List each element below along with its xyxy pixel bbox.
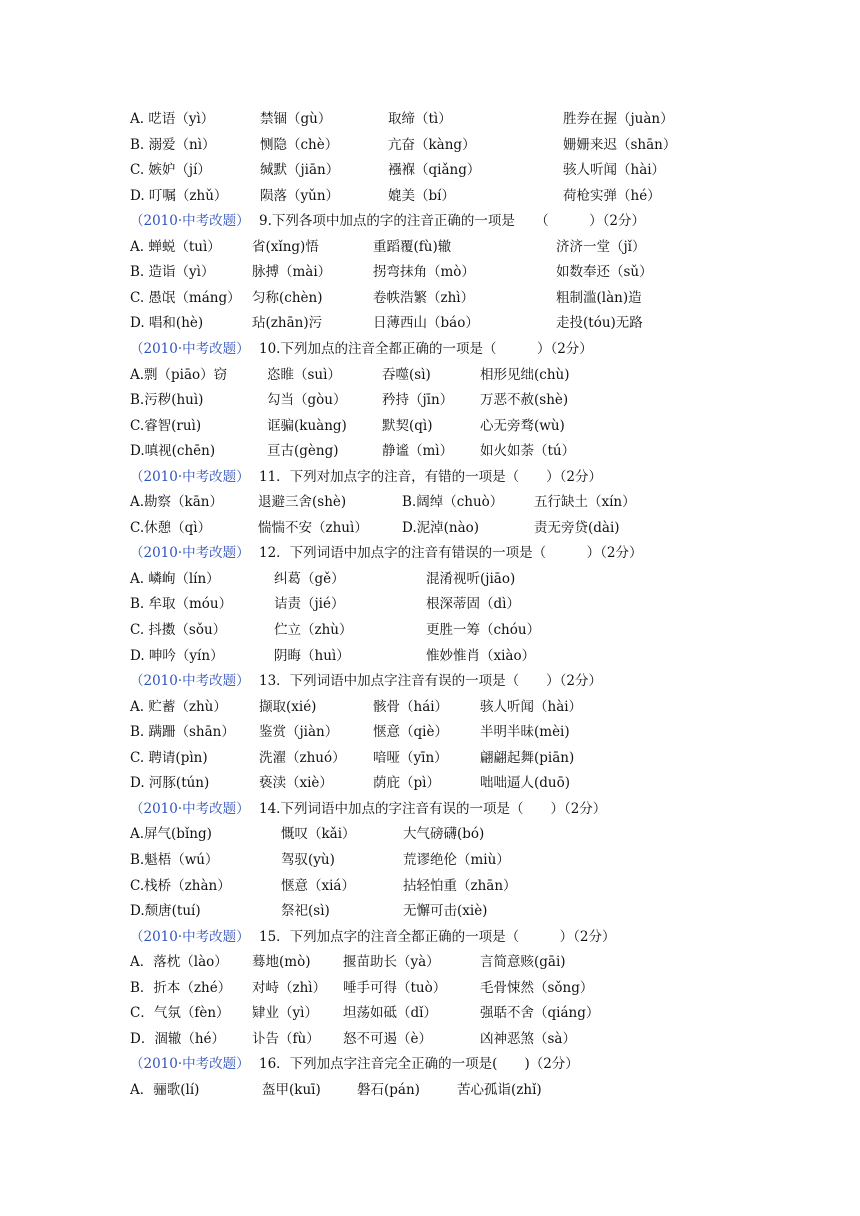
option-cell: 更胜一筹（chóu） [426, 622, 541, 638]
option-cell: 襁褓（qiǎng） [388, 162, 481, 179]
question-text: 14.下列词语中加点的字注音有误的一项是（ ）（2分） [259, 800, 607, 817]
option-cell: 重蹈覆(fù)辙 [373, 238, 452, 255]
option-cell: 拐弯抹角（mò） [373, 264, 475, 281]
option-cell: 大气磅礴(bó) [403, 826, 485, 843]
option-cell: 凶神恶煞（sà） [480, 1030, 576, 1047]
option-cell: A．落枕（lào） [130, 954, 228, 971]
option-cell: 禁锢（gù） [260, 111, 332, 127]
option-cell: 撷取(xié) [259, 698, 317, 715]
option-cell: A. 呓语（yì） [130, 111, 215, 127]
option-cell: B．折本（zhé） [130, 979, 232, 996]
option-row [0, 185, 860, 207]
option-row [0, 823, 860, 845]
option-cell: D．涸辙（hé） [130, 1030, 226, 1047]
option-row [0, 261, 860, 283]
option-cell: 蓦地(mò) [252, 954, 311, 971]
option-cell: 骇人听闻（hài） [563, 162, 666, 179]
option-row [0, 900, 860, 922]
option-cell: 勾当（gòu） [267, 392, 347, 409]
option-cell: 纠葛（gě） [274, 570, 345, 587]
option-cell: 卷帙浩繁（zhì） [373, 289, 475, 306]
option-cell: B.阔绰（chuò） [402, 494, 504, 511]
option-row [0, 593, 860, 615]
option-cell: C. 愚氓（máng） [130, 289, 241, 306]
option-cell: 万恶不赦(shè) [480, 392, 569, 409]
option-cell: 诓骗(kuàng) [267, 417, 347, 434]
option-cell: 荫庇（pì） [373, 775, 440, 792]
option-cell: 诘责（jié） [274, 596, 345, 613]
option-cell: A. 贮蓄（zhù） [130, 698, 227, 715]
option-cell: 拈轻怕重（zhān） [403, 877, 517, 894]
question-text: 11．下列对加点字的注音，有错的一项是（ ）（2分） [259, 468, 603, 485]
option-cell: 如数奉还（sǔ） [556, 264, 653, 281]
option-cell: 毛骨悚然（sǒng） [480, 979, 594, 996]
option-row [0, 568, 860, 590]
option-cell: 缄默（jiān） [260, 162, 340, 179]
option-cell: 怒不可遏（è） [343, 1030, 432, 1047]
option-cell: 咄咄逼人(duō) [480, 775, 570, 792]
source-tag: （2010·中考改题） [130, 468, 250, 485]
option-cell: 如火如荼（tú） [480, 443, 576, 460]
option-cell: C. 聘请(pìn) [130, 749, 208, 766]
option-cell: 胜券在握（juàn） [563, 111, 674, 127]
question-stem [0, 1053, 860, 1075]
option-cell: 默契(qì) [382, 417, 433, 434]
option-row [0, 287, 860, 309]
source-tag: （2010·中考改题） [130, 1056, 250, 1073]
source-tag: （2010·中考改题） [130, 673, 250, 690]
option-cell: 磐石(pán) [357, 1081, 420, 1098]
option-cell: 省(xǐng)悟 [252, 238, 319, 255]
option-cell: 匀称(chèn) [252, 289, 323, 306]
option-cell: 惬意（xiá） [281, 877, 355, 894]
option-cell: 驾驭(yù) [281, 851, 335, 868]
option-cell: 强聒不舍（qiáng） [480, 1005, 600, 1022]
option-cell: A．骊歌(lí) [130, 1081, 200, 1098]
question-stem [0, 542, 860, 564]
option-row [0, 440, 860, 462]
option-cell: 坦荡如砥（dǐ） [343, 1005, 437, 1022]
option-cell: A.勘察（kān） [130, 494, 223, 511]
option-cell: 喑哑（yīn） [373, 749, 448, 766]
option-cell: 鉴赏（jiàn） [259, 724, 339, 741]
option-cell: 亵渎（xiè） [259, 775, 333, 792]
option-cell: 取缔（tì） [388, 111, 452, 127]
source-tag: （2010·中考改题） [130, 213, 250, 230]
source-tag: （2010·中考改题） [130, 800, 250, 817]
option-cell: 讣告（fù） [252, 1030, 320, 1047]
option-row [0, 1002, 860, 1024]
option-row [0, 645, 860, 667]
option-cell: 退避三舍(shè) [258, 494, 347, 511]
option-cell: 阴晦（huì） [274, 647, 350, 664]
option-cell: 混淆视听(jiāo) [426, 570, 516, 587]
option-cell: A.屏气(bǐng) [130, 826, 212, 843]
option-cell: 慨叹（kǎi） [281, 826, 356, 843]
option-cell: D. 河豚(tún) [130, 775, 210, 792]
option-cell: B.污秽(huì) [130, 392, 204, 409]
option-cell: 骸骨（hái） [373, 698, 449, 715]
option-row [0, 389, 860, 411]
option-row [0, 159, 860, 181]
question-text: 9.下列各项中加点的字的注音正确的一项是 （ ）（2分） [259, 213, 645, 230]
option-cell: 恣睢（suì） [267, 366, 341, 383]
option-cell: 祭祀(sì) [281, 903, 330, 920]
option-cell: C.栈桥（zhàn） [130, 877, 231, 894]
option-cell: C．气氛（fèn） [130, 1005, 230, 1022]
option-row [0, 977, 860, 999]
option-cell: 荒谬绝伦（miù） [403, 851, 510, 868]
question-stem [0, 210, 860, 232]
option-cell: 粗制滥(làn)造 [556, 289, 642, 306]
question-stem [0, 798, 860, 820]
option-cell: B. 溺爱（nì） [130, 136, 216, 153]
option-cell: 亢奋（kàng） [388, 136, 476, 153]
option-row [0, 619, 860, 641]
question-stem [0, 926, 860, 948]
option-row [0, 236, 860, 258]
option-cell: 玷(zhān)污 [252, 315, 323, 332]
option-cell: 走投(tóu)无路 [556, 315, 643, 332]
option-cell: D. 叮嘱（zhǔ） [130, 187, 228, 204]
option-cell: B. 造诣（yì） [130, 264, 215, 281]
question-text: 10.下列加点的注音全都正确的一项是（ ）（2分） [259, 340, 593, 357]
option-cell: D. 呻吟（yín） [130, 647, 224, 664]
option-cell: 苦心孤诣(zhǐ) [457, 1081, 542, 1098]
option-cell: 吞噬(sì) [382, 366, 431, 383]
question-text: 13．下列词语中加点字注音有误的一项是（ ）（2分） [259, 673, 603, 690]
option-cell: A. 蝉蜕（tuì） [130, 238, 221, 255]
option-row [0, 696, 860, 718]
question-text: 12．下列词语中加点字的注音有错误的一项是（ ）（2分） [259, 545, 643, 562]
option-cell: 脉搏（mài） [252, 264, 332, 281]
option-cell: 半明半昧(mèi) [480, 724, 570, 741]
option-row [0, 875, 860, 897]
option-row [0, 491, 860, 513]
option-cell: B.魁梧（wú） [130, 851, 219, 868]
option-cell: 惟妙惟肖（xiào） [426, 647, 536, 664]
option-cell: 伫立（zhù） [274, 622, 353, 638]
option-cell: B. 蹒跚（shān） [130, 724, 235, 741]
option-row [0, 517, 860, 539]
option-cell: 肄业（yì） [252, 1005, 318, 1022]
option-row [0, 415, 860, 437]
option-cell: 相形见绌(chù) [480, 366, 570, 383]
option-cell: D.嗔视(chēn) [130, 443, 216, 460]
option-cell: 对峙（zhì） [252, 979, 327, 996]
option-cell: 骇人听闻（hài） [480, 698, 583, 715]
question-stem [0, 466, 860, 488]
option-cell: D.颓唐(tuí) [130, 903, 201, 920]
option-cell: C.睿智(ruì) [130, 417, 202, 434]
option-cell: 亘古(gèng) [267, 443, 339, 460]
option-cell: 恻隐（chè） [260, 136, 339, 153]
question-text: 15．下列加点字的注音全都正确的一项是（ ）（2分） [259, 928, 616, 945]
option-cell: 言简意赅(gāi) [480, 954, 566, 971]
option-row [0, 108, 860, 130]
option-cell: A.剽（piāo）窃 [130, 366, 228, 383]
option-cell: 矜持（jīn） [382, 392, 454, 409]
option-cell: C. 抖擞（sǒu） [130, 622, 227, 638]
option-cell: 媲美（bí） [388, 187, 455, 204]
option-cell: 日薄西山（báo） [373, 315, 479, 332]
question-text: 16．下列加点字注音完全正确的一项是( )（2分） [259, 1056, 579, 1073]
option-cell: D.泥淖(nào) [402, 519, 480, 536]
source-tag: （2010·中考改题） [130, 928, 250, 945]
question-stem [0, 670, 860, 692]
source-tag: （2010·中考改题） [130, 340, 250, 357]
option-row [0, 747, 860, 769]
option-cell: C.休憩（qì） [130, 519, 212, 536]
source-tag: （2010·中考改题） [130, 545, 250, 562]
option-row [0, 1028, 860, 1050]
option-row [0, 951, 860, 973]
option-cell: 洗濯（zhuó） [259, 749, 346, 766]
option-cell: 荷枪实弹（hé） [563, 187, 661, 204]
option-cell: 姗姗来迟（shān） [563, 136, 677, 153]
option-cell: 责无旁贷(dài) [534, 519, 620, 536]
option-cell: 心无旁骛(wù) [480, 417, 565, 434]
option-cell: 陨落（yǔn） [260, 187, 340, 204]
option-row [0, 721, 860, 743]
option-cell: 盔甲(kuī) [262, 1081, 321, 1098]
option-cell: 静谧（mì） [382, 443, 454, 460]
option-row [0, 772, 860, 794]
option-row [0, 1079, 860, 1101]
question-stem [0, 338, 860, 360]
option-cell: 唾手可得（tuò） [343, 979, 447, 996]
option-row [0, 849, 860, 871]
option-cell: 济济一堂（jǐ） [556, 238, 646, 255]
option-row [0, 134, 860, 156]
option-cell: A. 嶙峋（lín） [130, 570, 220, 587]
option-cell: 翩翩起舞(piān) [480, 749, 575, 766]
option-cell: 根深蒂固（dì） [426, 596, 520, 613]
option-cell: 无懈可击(xiè) [403, 903, 488, 920]
option-cell: D. 唱和(hè) [130, 315, 204, 332]
option-row [0, 364, 860, 386]
option-row [0, 312, 860, 334]
option-cell: B. 牟取（móu） [130, 596, 233, 613]
option-cell: 惴惴不安（zhuì） [258, 519, 368, 536]
option-cell: 惬意（qiè） [373, 724, 448, 741]
option-cell: 五行缺土（xín） [534, 494, 636, 511]
option-cell: C. 嫉妒（jí） [130, 162, 211, 179]
option-cell: 揠苗助长（yà） [343, 954, 440, 971]
